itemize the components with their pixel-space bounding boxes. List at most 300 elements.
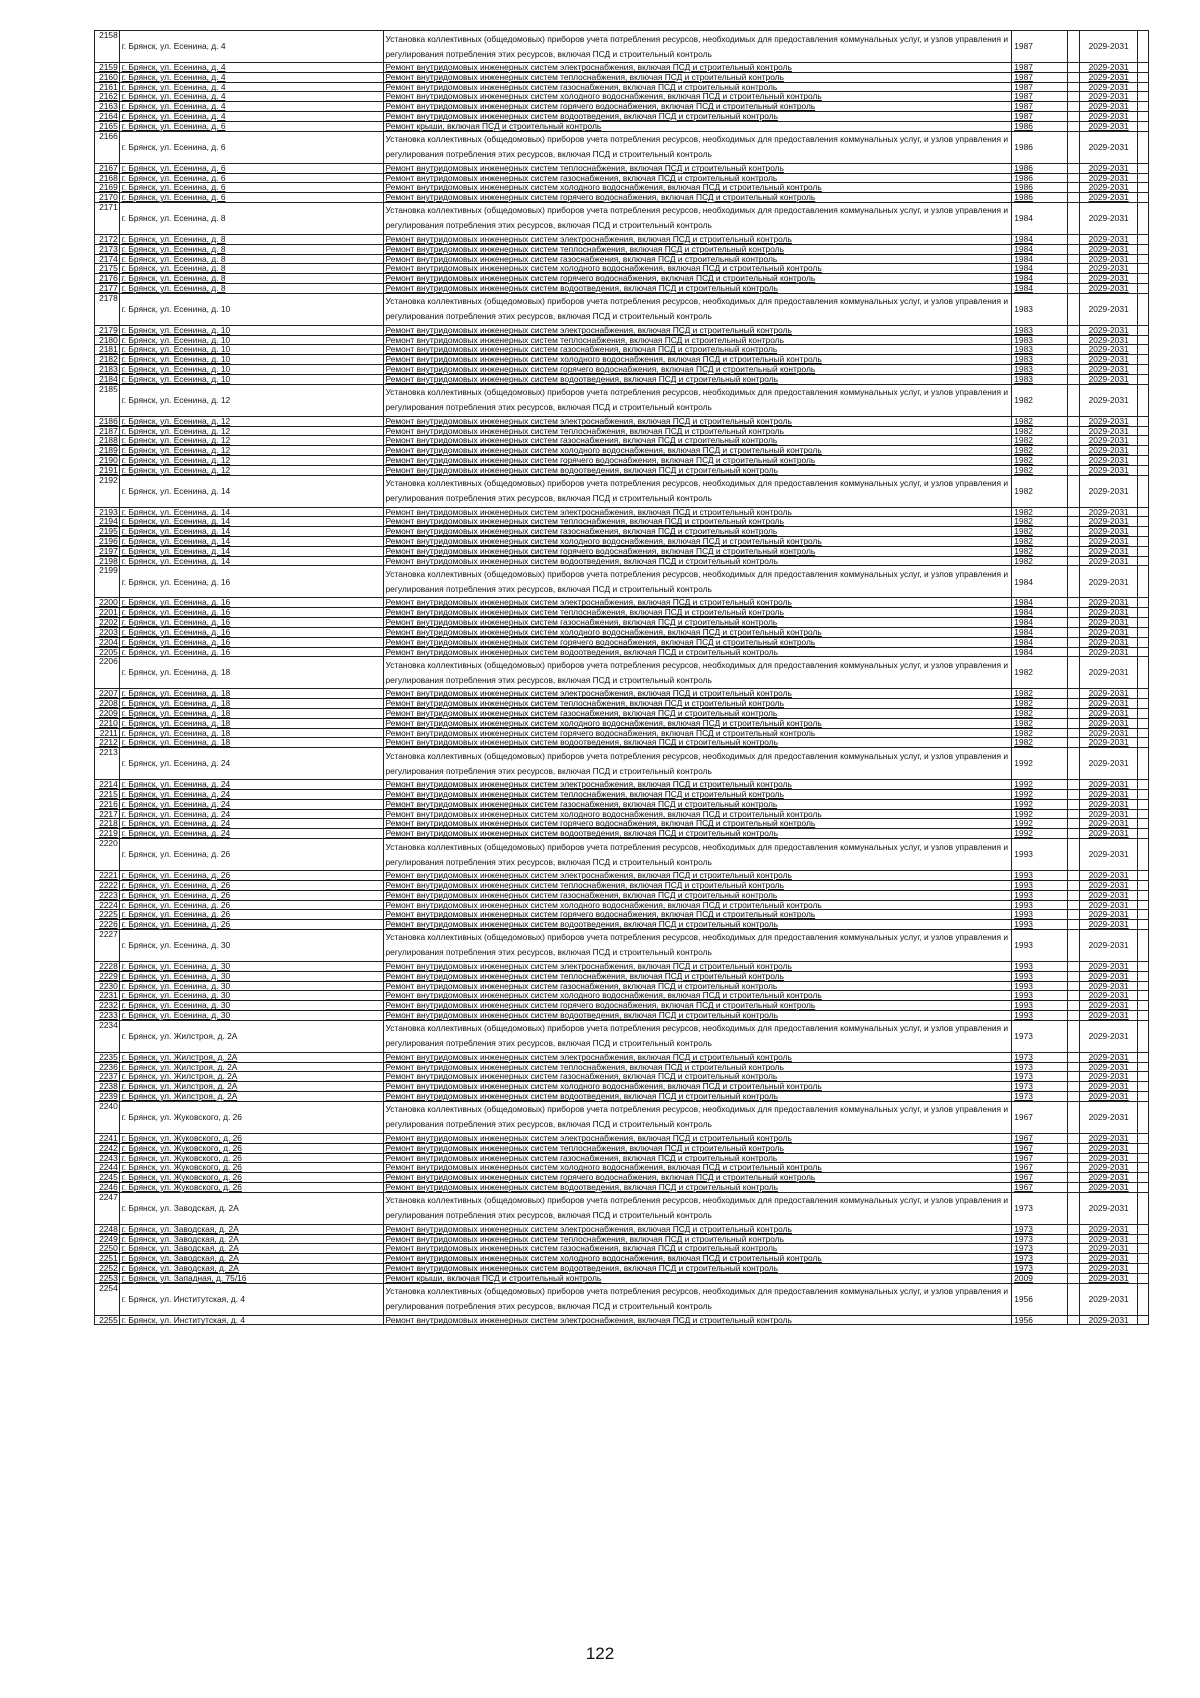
- table-row: [95, 345, 1149, 355]
- blank-cell: [1068, 264, 1080, 274]
- row-number-cell: 2212: [95, 738, 120, 748]
- address-cell: г. Брянск, ул. Жилстроя, д. 2А: [119, 1062, 383, 1072]
- blank-cell: [1068, 708, 1080, 718]
- address-cell: г. Брянск, ул. Есенина, д. 14: [119, 527, 383, 537]
- address-cell: г. Брянск, ул. Есенина, д. 14: [119, 537, 383, 547]
- commission-year-cell: 1982: [1012, 446, 1068, 456]
- row-number-cell: 2193: [95, 507, 120, 517]
- blank-cell: [1068, 31, 1080, 63]
- repair-period-cell: 2029-2031: [1080, 63, 1138, 73]
- blank-cell: [1138, 374, 1149, 384]
- row-number-cell: 2203: [95, 627, 120, 637]
- row-number-cell: 2237: [95, 1072, 120, 1082]
- blank-cell: [1068, 566, 1080, 598]
- blank-cell: [1138, 72, 1149, 82]
- address-cell: г. Брянск, ул. Есенина, д. 6: [119, 173, 383, 183]
- commission-year-cell: 1982: [1012, 738, 1068, 748]
- address-cell: г. Брянск, ул. Есенина, д. 16: [119, 627, 383, 637]
- repair-period-cell: 2029-2031: [1080, 416, 1138, 426]
- commission-year-cell: 1987: [1012, 63, 1068, 73]
- work-type-cell: Ремонт внутридомовых инженерных систем газоснабжения, включая ПСД и строительный контроль: [383, 345, 1012, 355]
- work-type-cell: Ремонт внутридомовых инженерных систем водоотведения, включая ПСД и строительный контроль: [383, 829, 1012, 839]
- commission-year-cell: 1967: [1012, 1153, 1068, 1163]
- row-number-cell: 2174: [95, 254, 120, 264]
- table-row: [95, 163, 1149, 173]
- commission-year-cell: 1984: [1012, 598, 1068, 608]
- blank-cell: [1068, 890, 1080, 900]
- commission-year-cell: 1982: [1012, 416, 1068, 426]
- work-type-cell: Ремонт внутридомовых инженерных систем холодного водоснабжения, включая ПСД и строительный контроль: [383, 1082, 1012, 1092]
- blank-cell: [1068, 598, 1080, 608]
- blank-cell: [1138, 1315, 1149, 1325]
- blank-cell: [1138, 546, 1149, 556]
- commission-year-cell: 1987: [1012, 92, 1068, 102]
- table-row: [95, 1224, 1149, 1234]
- table-row: [95, 1082, 1149, 1092]
- blank-cell: [1068, 384, 1080, 416]
- work-type-cell: Ремонт внутридомовых инженерных систем теплоснабжения, включая ПСД и строительный контроль: [383, 517, 1012, 527]
- repair-period-cell: 2029-2031: [1080, 809, 1138, 819]
- row-number-cell: 2167: [95, 163, 120, 173]
- row-number-cell: 2252: [95, 1264, 120, 1274]
- blank-cell: [1068, 82, 1080, 92]
- commission-year-cell: 1973: [1012, 1244, 1068, 1254]
- work-type-cell: Ремонт внутридомовых инженерных систем холодного водоснабжения, включая ПСД и строительный контроль: [383, 183, 1012, 193]
- address-cell: г. Брянск, ул. Есенина, д. 8: [119, 274, 383, 284]
- blank-cell: [1138, 1101, 1149, 1133]
- table-row: [95, 880, 1149, 890]
- blank-cell: [1138, 799, 1149, 809]
- commission-year-cell: 1983: [1012, 335, 1068, 345]
- table-row: [95, 1192, 1149, 1224]
- table-row: [95, 637, 1149, 647]
- repair-period-cell: 2029-2031: [1080, 234, 1138, 244]
- table-row: [95, 890, 1149, 900]
- blank-cell: [1068, 1244, 1080, 1254]
- table-row: [95, 234, 1149, 244]
- blank-cell: [1068, 284, 1080, 294]
- row-number-cell: 2159: [95, 63, 120, 73]
- address-cell: г. Брянск, ул. Жуковского, д. 26: [119, 1182, 383, 1192]
- repair-period-cell: 2029-2031: [1080, 689, 1138, 699]
- repair-period-cell: 2029-2031: [1080, 244, 1138, 254]
- row-number-cell: 2234: [95, 1020, 120, 1052]
- table-row: [95, 647, 1149, 657]
- blank-cell: [1068, 1182, 1080, 1192]
- blank-cell: [1068, 1234, 1080, 1244]
- repair-period-cell: 2029-2031: [1080, 708, 1138, 718]
- address-cell: г. Брянск, ул. Есенина, д. 8: [119, 254, 383, 264]
- address-cell: г. Брянск, ул. Есенина, д. 10: [119, 335, 383, 345]
- address-cell: г. Брянск, ул. Есенина, д. 12: [119, 416, 383, 426]
- commission-year-cell: 1982: [1012, 436, 1068, 446]
- repair-period-cell: 2029-2031: [1080, 121, 1138, 131]
- row-number-cell: 2224: [95, 900, 120, 910]
- row-number-cell: 2172: [95, 234, 120, 244]
- commission-year-cell: 1973: [1012, 1052, 1068, 1062]
- address-cell: г. Брянск, ул. Есенина, д. 24: [119, 829, 383, 839]
- repair-period-cell: 2029-2031: [1080, 293, 1138, 325]
- blank-cell: [1138, 121, 1149, 131]
- row-number-cell: 2222: [95, 880, 120, 890]
- table-row: [95, 1315, 1149, 1325]
- commission-year-cell: 1992: [1012, 780, 1068, 790]
- address-cell: г. Брянск, ул. Есенина, д. 10: [119, 345, 383, 355]
- table-row: [95, 284, 1149, 294]
- work-type-cell: Ремонт внутридомовых инженерных систем электроснабжения, включая ПСД и строительный контроль: [383, 325, 1012, 335]
- row-number-cell: 2170: [95, 193, 120, 203]
- row-number-cell: 2209: [95, 708, 120, 718]
- blank-cell: [1138, 728, 1149, 738]
- row-number-cell: 2189: [95, 446, 120, 456]
- table-row: [95, 416, 1149, 426]
- repair-period-cell: 2029-2031: [1080, 1273, 1138, 1283]
- blank-cell: [1138, 819, 1149, 829]
- work-type-cell: Установка коллективных (общедомовых) приборов учета потребления ресурсов, необходимых для предоставления коммунальных услуг, и узлов управления и регулирования потребления этих ресурсов, включая ПСД и строительный контроль: [383, 566, 1012, 598]
- address-cell: г. Брянск, ул. Институтская, д. 4: [119, 1283, 383, 1315]
- address-cell: г. Брянск, ул. Есенина, д. 4: [119, 31, 383, 63]
- work-type-cell: Ремонт внутридомовых инженерных систем теплоснабжения, включая ПСД и строительный контроль: [383, 880, 1012, 890]
- blank-cell: [1068, 1143, 1080, 1153]
- repair-period-cell: 2029-2031: [1080, 537, 1138, 547]
- row-number-cell: 2192: [95, 475, 120, 507]
- table-row: [95, 618, 1149, 628]
- repair-period-cell: 2029-2031: [1080, 1234, 1138, 1244]
- table-row: [95, 1153, 1149, 1163]
- row-number-cell: 2163: [95, 102, 120, 112]
- repair-period-cell: 2029-2031: [1080, 183, 1138, 193]
- table-row: [95, 829, 1149, 839]
- row-number-cell: 2181: [95, 345, 120, 355]
- repair-period-cell: 2029-2031: [1080, 507, 1138, 517]
- blank-cell: [1068, 871, 1080, 881]
- table-row: [95, 31, 1149, 63]
- work-type-cell: Установка коллективных (общедомовых) приборов учета потребления ресурсов, необходимых для предоставления коммунальных услуг, и узлов управления и регулирования потребления этих ресурсов, включая ПСД и строительный контроль: [383, 131, 1012, 163]
- table-row: [95, 728, 1149, 738]
- commission-year-cell: 1967: [1012, 1163, 1068, 1173]
- blank-cell: [1068, 780, 1080, 790]
- row-number-cell: 2251: [95, 1254, 120, 1264]
- blank-cell: [1138, 527, 1149, 537]
- commission-year-cell: 1987: [1012, 102, 1068, 112]
- work-type-cell: Ремонт внутридомовых инженерных систем газоснабжения, включая ПСД и строительный контроль: [383, 981, 1012, 991]
- blank-cell: [1138, 384, 1149, 416]
- table-row: [95, 819, 1149, 829]
- blank-cell: [1068, 1001, 1080, 1011]
- work-type-cell: Ремонт внутридомовых инженерных систем теплоснабжения, включая ПСД и строительный контроль: [383, 699, 1012, 709]
- work-type-cell: Ремонт внутридомовых инженерных систем горячего водоснабжения, включая ПСД и строительный контроль: [383, 728, 1012, 738]
- address-cell: г. Брянск, ул. Есенина, д. 4: [119, 102, 383, 112]
- work-type-cell: Ремонт внутридомовых инженерных систем электроснабжения, включая ПСД и строительный контроль: [383, 1224, 1012, 1234]
- work-type-cell: Ремонт внутридомовых инженерных систем электроснабжения, включая ПСД и строительный контроль: [383, 507, 1012, 517]
- blank-cell: [1138, 1192, 1149, 1224]
- blank-cell: [1138, 1011, 1149, 1021]
- table-row: [95, 335, 1149, 345]
- table-row: [95, 1254, 1149, 1264]
- blank-cell: [1068, 163, 1080, 173]
- commission-year-cell: 1987: [1012, 82, 1068, 92]
- commission-year-cell: 1993: [1012, 880, 1068, 890]
- table-row: [95, 799, 1149, 809]
- blank-cell: [1138, 1273, 1149, 1283]
- table-row: [95, 102, 1149, 112]
- repair-period-cell: 2029-2031: [1080, 829, 1138, 839]
- table-row: [95, 738, 1149, 748]
- blank-cell: [1068, 446, 1080, 456]
- blank-cell: [1068, 839, 1080, 871]
- row-number-cell: 2210: [95, 718, 120, 728]
- repair-period-cell: 2029-2031: [1080, 254, 1138, 264]
- commission-year-cell: 1973: [1012, 1092, 1068, 1102]
- work-type-cell: Ремонт внутридомовых инженерных систем холодного водоснабжения, включая ПСД и строительный контроль: [383, 900, 1012, 910]
- repair-period-cell: 2029-2031: [1080, 871, 1138, 881]
- blank-cell: [1138, 284, 1149, 294]
- commission-year-cell: 1983: [1012, 293, 1068, 325]
- repair-period-cell: 2029-2031: [1080, 657, 1138, 689]
- repair-period-cell: 2029-2031: [1080, 355, 1138, 365]
- row-number-cell: 2254: [95, 1283, 120, 1315]
- commission-year-cell: 1982: [1012, 517, 1068, 527]
- work-type-cell: Ремонт внутридомовых инженерных систем водоотведения, включая ПСД и строительный контроль: [383, 738, 1012, 748]
- work-type-cell: Ремонт внутридомовых инженерных систем водоотведения, включая ПСД и строительный контроль: [383, 284, 1012, 294]
- repair-period-cell: 2029-2031: [1080, 335, 1138, 345]
- blank-cell: [1138, 900, 1149, 910]
- commission-year-cell: 2009: [1012, 1273, 1068, 1283]
- table-row: [95, 900, 1149, 910]
- work-type-cell: Ремонт внутридомовых инженерных систем электроснабжения, включая ПСД и строительный контроль: [383, 598, 1012, 608]
- table-row: [95, 699, 1149, 709]
- work-type-cell: Ремонт внутридомовых инженерных систем газоснабжения, включая ПСД и строительный контроль: [383, 173, 1012, 183]
- commission-year-cell: 1984: [1012, 284, 1068, 294]
- commission-year-cell: 1982: [1012, 689, 1068, 699]
- work-type-cell: Ремонт внутридомовых инженерных систем горячего водоснабжения, включая ПСД и строительный контроль: [383, 1001, 1012, 1011]
- address-cell: г. Брянск, ул. Жуковского, д. 26: [119, 1153, 383, 1163]
- row-number-cell: 2187: [95, 426, 120, 436]
- repair-period-cell: 2029-2031: [1080, 436, 1138, 446]
- work-type-cell: Ремонт внутридомовых инженерных систем водоотведения, включая ПСД и строительный контроль: [383, 1264, 1012, 1274]
- work-type-cell: Ремонт внутридомовых инженерных систем электроснабжения, включая ПСД и строительный контроль: [383, 416, 1012, 426]
- blank-cell: [1138, 1234, 1149, 1244]
- blank-cell: [1068, 102, 1080, 112]
- address-cell: г. Брянск, ул. Есенина, д. 18: [119, 689, 383, 699]
- repair-period-cell: 2029-2031: [1080, 839, 1138, 871]
- commission-year-cell: 1984: [1012, 274, 1068, 284]
- work-type-cell: Установка коллективных (общедомовых) приборов учета потребления ресурсов, необходимых для предоставления коммунальных услуг, и узлов управления и регулирования потребления этих ресурсов, включая ПСД и строительный контроль: [383, 202, 1012, 234]
- table-row: [95, 689, 1149, 699]
- blank-cell: [1068, 929, 1080, 961]
- repair-period-cell: 2029-2031: [1080, 365, 1138, 375]
- address-cell: г. Брянск, ул. Есенина, д. 14: [119, 475, 383, 507]
- address-cell: г. Брянск, ул. Есенина, д. 16: [119, 566, 383, 598]
- table-row: [95, 608, 1149, 618]
- blank-cell: [1068, 1264, 1080, 1274]
- row-number-cell: 2232: [95, 1001, 120, 1011]
- table-row: [95, 981, 1149, 991]
- blank-cell: [1138, 1001, 1149, 1011]
- address-cell: г. Брянск, ул. Жилстроя, д. 2А: [119, 1072, 383, 1082]
- address-cell: г. Брянск, ул. Есенина, д. 14: [119, 507, 383, 517]
- work-type-cell: Ремонт внутридомовых инженерных систем горячего водоснабжения, включая ПСД и строительный контроль: [383, 455, 1012, 465]
- row-number-cell: 2168: [95, 173, 120, 183]
- address-cell: г. Брянск, ул. Есенина, д. 16: [119, 618, 383, 628]
- blank-cell: [1138, 112, 1149, 122]
- table-row: [95, 991, 1149, 1001]
- row-number-cell: 2200: [95, 598, 120, 608]
- work-type-cell: Ремонт внутридомовых инженерных систем газоснабжения, включая ПСД и строительный контроль: [383, 527, 1012, 537]
- repair-period-cell: 2029-2031: [1080, 82, 1138, 92]
- commission-year-cell: 1993: [1012, 871, 1068, 881]
- blank-cell: [1138, 202, 1149, 234]
- row-number-cell: 2219: [95, 829, 120, 839]
- repair-period-cell: 2029-2031: [1080, 819, 1138, 829]
- blank-cell: [1068, 345, 1080, 355]
- blank-cell: [1068, 121, 1080, 131]
- commission-year-cell: 1986: [1012, 183, 1068, 193]
- commission-year-cell: 1984: [1012, 627, 1068, 637]
- repair-period-cell: 2029-2031: [1080, 880, 1138, 890]
- work-type-cell: Ремонт внутридомовых инженерных систем теплоснабжения, включая ПСД и строительный контроль: [383, 1234, 1012, 1244]
- work-type-cell: Ремонт крыши, включая ПСД и строительный контроль: [383, 121, 1012, 131]
- blank-cell: [1068, 618, 1080, 628]
- repair-period-cell: 2029-2031: [1080, 780, 1138, 790]
- address-cell: г. Брянск, ул. Есенина, д. 18: [119, 728, 383, 738]
- table-row: [95, 1001, 1149, 1011]
- commission-year-cell: 1973: [1012, 1082, 1068, 1092]
- commission-year-cell: 1984: [1012, 244, 1068, 254]
- blank-cell: [1138, 416, 1149, 426]
- table-row: [95, 384, 1149, 416]
- blank-cell: [1138, 880, 1149, 890]
- row-number-cell: 2213: [95, 748, 120, 780]
- repair-period-cell: 2029-2031: [1080, 991, 1138, 1001]
- blank-cell: [1138, 264, 1149, 274]
- table-row: [95, 1244, 1149, 1254]
- commission-year-cell: 1984: [1012, 608, 1068, 618]
- repair-period-cell: 2029-2031: [1080, 345, 1138, 355]
- blank-cell: [1138, 1283, 1149, 1315]
- commission-year-cell: 1993: [1012, 929, 1068, 961]
- work-type-cell: Ремонт внутридомовых инженерных систем горячего водоснабжения, включая ПСД и строительный контроль: [383, 193, 1012, 203]
- row-number-cell: 2176: [95, 274, 120, 284]
- blank-cell: [1138, 1224, 1149, 1234]
- blank-cell: [1138, 234, 1149, 244]
- blank-cell: [1138, 82, 1149, 92]
- repair-period-cell: 2029-2031: [1080, 1092, 1138, 1102]
- repair-period-cell: 2029-2031: [1080, 728, 1138, 738]
- work-type-cell: Ремонт внутридомовых инженерных систем газоснабжения, включая ПСД и строительный контроль: [383, 436, 1012, 446]
- blank-cell: [1068, 1052, 1080, 1062]
- row-number-cell: 2188: [95, 436, 120, 446]
- table-row: [95, 627, 1149, 637]
- repair-period-cell: 2029-2031: [1080, 1254, 1138, 1264]
- repair-period-cell: 2029-2031: [1080, 929, 1138, 961]
- commission-year-cell: 1982: [1012, 699, 1068, 709]
- work-type-cell: Ремонт внутридомовых инженерных систем газоснабжения, включая ПСД и строительный контроль: [383, 254, 1012, 264]
- blank-cell: [1068, 971, 1080, 981]
- row-number-cell: 2240: [95, 1101, 120, 1133]
- repair-period-cell: 2029-2031: [1080, 900, 1138, 910]
- row-number-cell: 2175: [95, 264, 120, 274]
- address-cell: г. Брянск, ул. Есенина, д. 4: [119, 92, 383, 102]
- table-row: [95, 1143, 1149, 1153]
- blank-cell: [1138, 981, 1149, 991]
- commission-year-cell: 1973: [1012, 1062, 1068, 1072]
- page-number: 122: [585, 1644, 615, 1663]
- blank-cell: [1068, 436, 1080, 446]
- work-type-cell: Установка коллективных (общедомовых) приборов учета потребления ресурсов, необходимых для предоставления коммунальных услуг, и узлов управления и регулирования потребления этих ресурсов, включая ПСД и строительный контроль: [383, 1192, 1012, 1224]
- address-cell: г. Брянск, ул. Есенина, д. 4: [119, 63, 383, 73]
- table-row: [95, 598, 1149, 608]
- commission-year-cell: 1956: [1012, 1283, 1068, 1315]
- address-cell: г. Брянск, ул. Есенина, д. 16: [119, 647, 383, 657]
- work-type-cell: Ремонт внутридомовых инженерных систем водоотведения, включая ПСД и строительный контроль: [383, 112, 1012, 122]
- repair-period-cell: 2029-2031: [1080, 637, 1138, 647]
- repair-period-cell: 2029-2031: [1080, 1001, 1138, 1011]
- blank-cell: [1138, 1052, 1149, 1062]
- blank-cell: [1068, 1283, 1080, 1315]
- blank-cell: [1138, 335, 1149, 345]
- address-cell: г. Брянск, ул. Жуковского, д. 26: [119, 1173, 383, 1183]
- commission-year-cell: 1993: [1012, 981, 1068, 991]
- work-type-cell: Ремонт внутридомовых инженерных систем холодного водоснабжения, включая ПСД и строительный контроль: [383, 809, 1012, 819]
- blank-cell: [1068, 981, 1080, 991]
- repair-period-cell: 2029-2031: [1080, 31, 1138, 63]
- repair-period-cell: 2029-2031: [1080, 163, 1138, 173]
- table-row: [95, 910, 1149, 920]
- row-number-cell: 2165: [95, 121, 120, 131]
- table-row: [95, 365, 1149, 375]
- blank-cell: [1068, 426, 1080, 436]
- commission-year-cell: 1973: [1012, 1020, 1068, 1052]
- blank-cell: [1068, 829, 1080, 839]
- commission-year-cell: 1993: [1012, 839, 1068, 871]
- row-number-cell: 2191: [95, 465, 120, 475]
- table-row: [95, 556, 1149, 566]
- blank-cell: [1068, 718, 1080, 728]
- address-cell: г. Брянск, ул. Есенина, д. 26: [119, 839, 383, 871]
- blank-cell: [1138, 465, 1149, 475]
- table-row: [95, 507, 1149, 517]
- repair-period-cell: 2029-2031: [1080, 1011, 1138, 1021]
- blank-cell: [1068, 1192, 1080, 1224]
- commission-year-cell: 1983: [1012, 365, 1068, 375]
- address-cell: г. Брянск, ул. Есенина, д. 8: [119, 234, 383, 244]
- repair-period-cell: 2029-2031: [1080, 455, 1138, 465]
- address-cell: г. Брянск, ул. Заводская, д. 2А: [119, 1224, 383, 1234]
- address-cell: г. Брянск, ул. Есенина, д. 4: [119, 112, 383, 122]
- table-row: [95, 193, 1149, 203]
- repair-period-cell: 2029-2031: [1080, 264, 1138, 274]
- address-cell: г. Брянск, ул. Есенина, д. 26: [119, 910, 383, 920]
- address-cell: г. Брянск, ул. Есенина, д. 18: [119, 738, 383, 748]
- row-number-cell: 2169: [95, 183, 120, 193]
- table-row: [95, 63, 1149, 73]
- repair-period-cell: 2029-2031: [1080, 202, 1138, 234]
- commission-year-cell: 1982: [1012, 384, 1068, 416]
- blank-cell: [1068, 1092, 1080, 1102]
- address-cell: г. Брянск, ул. Есенина, д. 30: [119, 981, 383, 991]
- commission-year-cell: 1967: [1012, 1173, 1068, 1183]
- work-type-cell: Ремонт внутридомовых инженерных систем теплоснабжения, включая ПСД и строительный контроль: [383, 608, 1012, 618]
- commission-year-cell: 1984: [1012, 618, 1068, 628]
- row-number-cell: 2253: [95, 1273, 120, 1283]
- blank-cell: [1138, 699, 1149, 709]
- work-type-cell: Ремонт внутридомовых инженерных систем теплоснабжения, включая ПСД и строительный контроль: [383, 426, 1012, 436]
- commission-year-cell: 1992: [1012, 829, 1068, 839]
- blank-cell: [1068, 991, 1080, 1001]
- table-row: [95, 546, 1149, 556]
- address-cell: г. Брянск, ул. Есенина, д. 6: [119, 193, 383, 203]
